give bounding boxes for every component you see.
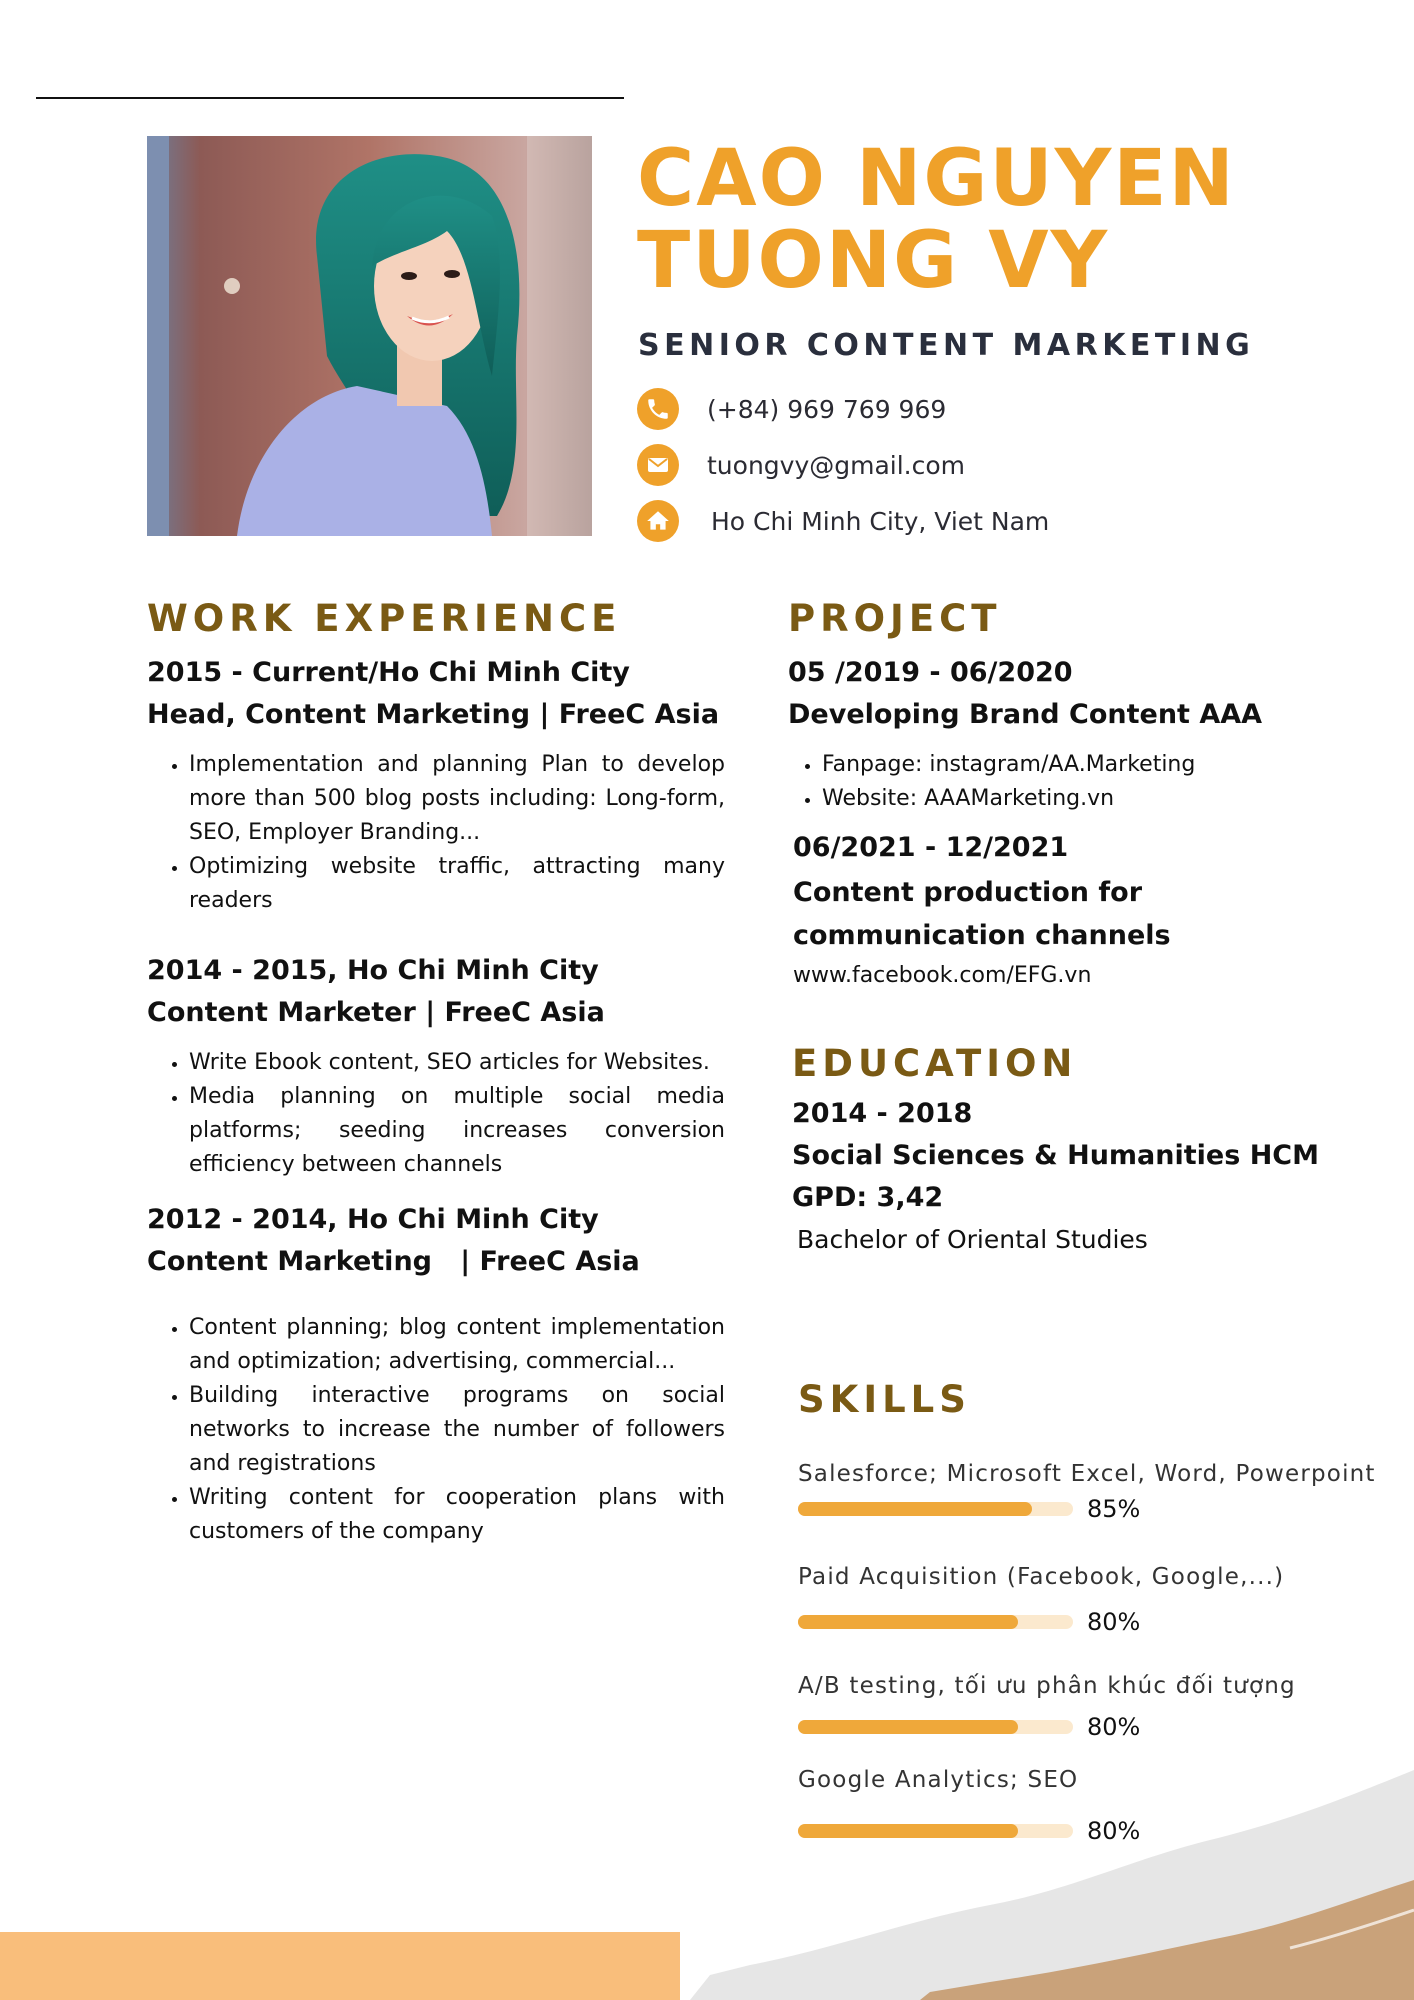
skill-percent: 85% [1087,1495,1141,1523]
name-line-2: TUONG VY [637,216,1110,306]
skills-heading: SKILLS [798,1378,971,1421]
contact-email [637,443,1337,487]
education-degree: Bachelor of Oriental Studies [797,1225,1148,1254]
torn-paper-decoration [690,1760,1414,2000]
project-period: 05 /2019 - 06/2020 [788,657,1073,688]
top-divider [36,97,624,99]
skill-item [798,1564,1284,1636]
job-entry-1 [147,652,725,918]
job-title: SENIOR CONTENT MARKETING [638,328,1255,363]
bullet-item: • Content planning; blog content implementation and optimization; advertising, commercial... [189,1311,725,1379]
project-entry-2 [793,827,1353,988]
project-entry-1 [788,652,1348,816]
profile-photo [147,136,592,536]
project-title: Developing Brand Content AAA [788,699,1263,730]
home-icon [637,500,679,542]
education-gpd: GPD: 3,42 [792,1182,944,1213]
job-period: 2014 - 2015, Ho Chi Minh City [147,955,599,986]
skill-item [798,1673,1296,1741]
skill-percent: 80% [1087,1817,1141,1845]
job-role: Content Marketing | FreeC Asia [147,1246,640,1277]
skill-bar-fill [798,1502,1032,1516]
project-bullets [788,748,1348,816]
project-title: Content production for communication channels [793,877,1171,951]
bullet-item: • Media planning on multiple social media platforms; seeding increases conversion efficiency between channels [189,1080,725,1182]
contact-phone [637,387,1337,431]
mail-icon [637,444,679,486]
project-period: 06/2021 - 12/2021 [793,832,1069,863]
job-bullets [147,1046,725,1182]
bullet-item: • Optimizing website traffic, attracting many readers [189,850,725,918]
job-period: 2015 - Current/Ho Chi Minh City [147,657,630,688]
skill-label: Paid Acquisition (Facebook, Google,...) [798,1564,1285,1590]
education-school: Social Sciences & Humanities HCM [792,1140,1319,1171]
footer-band [0,1932,680,2000]
work-experience-heading: WORK EXPERIENCE [147,597,622,640]
contact-address [637,499,1337,543]
project-heading: PROJECT [788,597,1002,640]
job-bullets [147,1311,725,1549]
bullet-item: • Fanpage: instagram/AA.Marketing [822,748,1348,782]
home-address: Ho Chi Minh City, Viet Nam [711,506,1050,536]
job-period: 2012 - 2014, Ho Chi Minh City [147,1204,599,1235]
email-address: tuongvy@gmail.com [707,450,966,480]
candidate-name [637,134,1397,306]
bullet-item: • Building interactive programs on social networks to increase the number of followers and registrations [189,1379,725,1481]
skill-bar-fill [798,1615,1018,1629]
education-entry [792,1093,1352,1254]
job-role: Content Marketer | FreeC Asia [147,997,605,1028]
bullet-item: • Write Ebook content, SEO articles for Websites. [189,1046,725,1080]
education-heading: EDUCATION [792,1042,1078,1085]
job-role: Head, Content Marketing | FreeC Asia [147,699,720,730]
bullet-item: • Website: AAAMarketing.vn [822,782,1348,816]
skill-bar-track [798,1720,1073,1734]
bullet-item: • Implementation and planning Plan to develop more than 500 blog posts including: Long-form, SEO, Employer Branding... [189,748,725,850]
skill-label: A/B testing, tối ưu phân khúc đối tượng [798,1673,1296,1699]
job-bullets [147,748,725,918]
bullet-item: • Writing content for cooperation plans with customers of the company [189,1481,725,1549]
skill-bar-track [798,1615,1073,1629]
education-period: 2014 - 2018 [792,1098,973,1129]
skill-percent: 80% [1087,1608,1141,1636]
project-link[interactable]: www.facebook.com/EFG.vn [793,963,1092,988]
phone-number: (+84) 969 769 969 [707,394,947,424]
skill-item [798,1461,1376,1523]
skill-label: Salesforce; Microsoft Excel, Word, Powerpoint [798,1461,1376,1487]
phone-icon [637,388,679,430]
skill-percent: 80% [1087,1713,1141,1741]
job-entry-3 [147,1199,725,1549]
name-line-1: CAO NGUYEN [637,134,1236,224]
skill-label: Google Analytics; SEO [798,1767,1079,1793]
skill-bar-track [798,1502,1073,1516]
skill-bar-fill [798,1720,1018,1734]
job-entry-2 [147,950,725,1182]
